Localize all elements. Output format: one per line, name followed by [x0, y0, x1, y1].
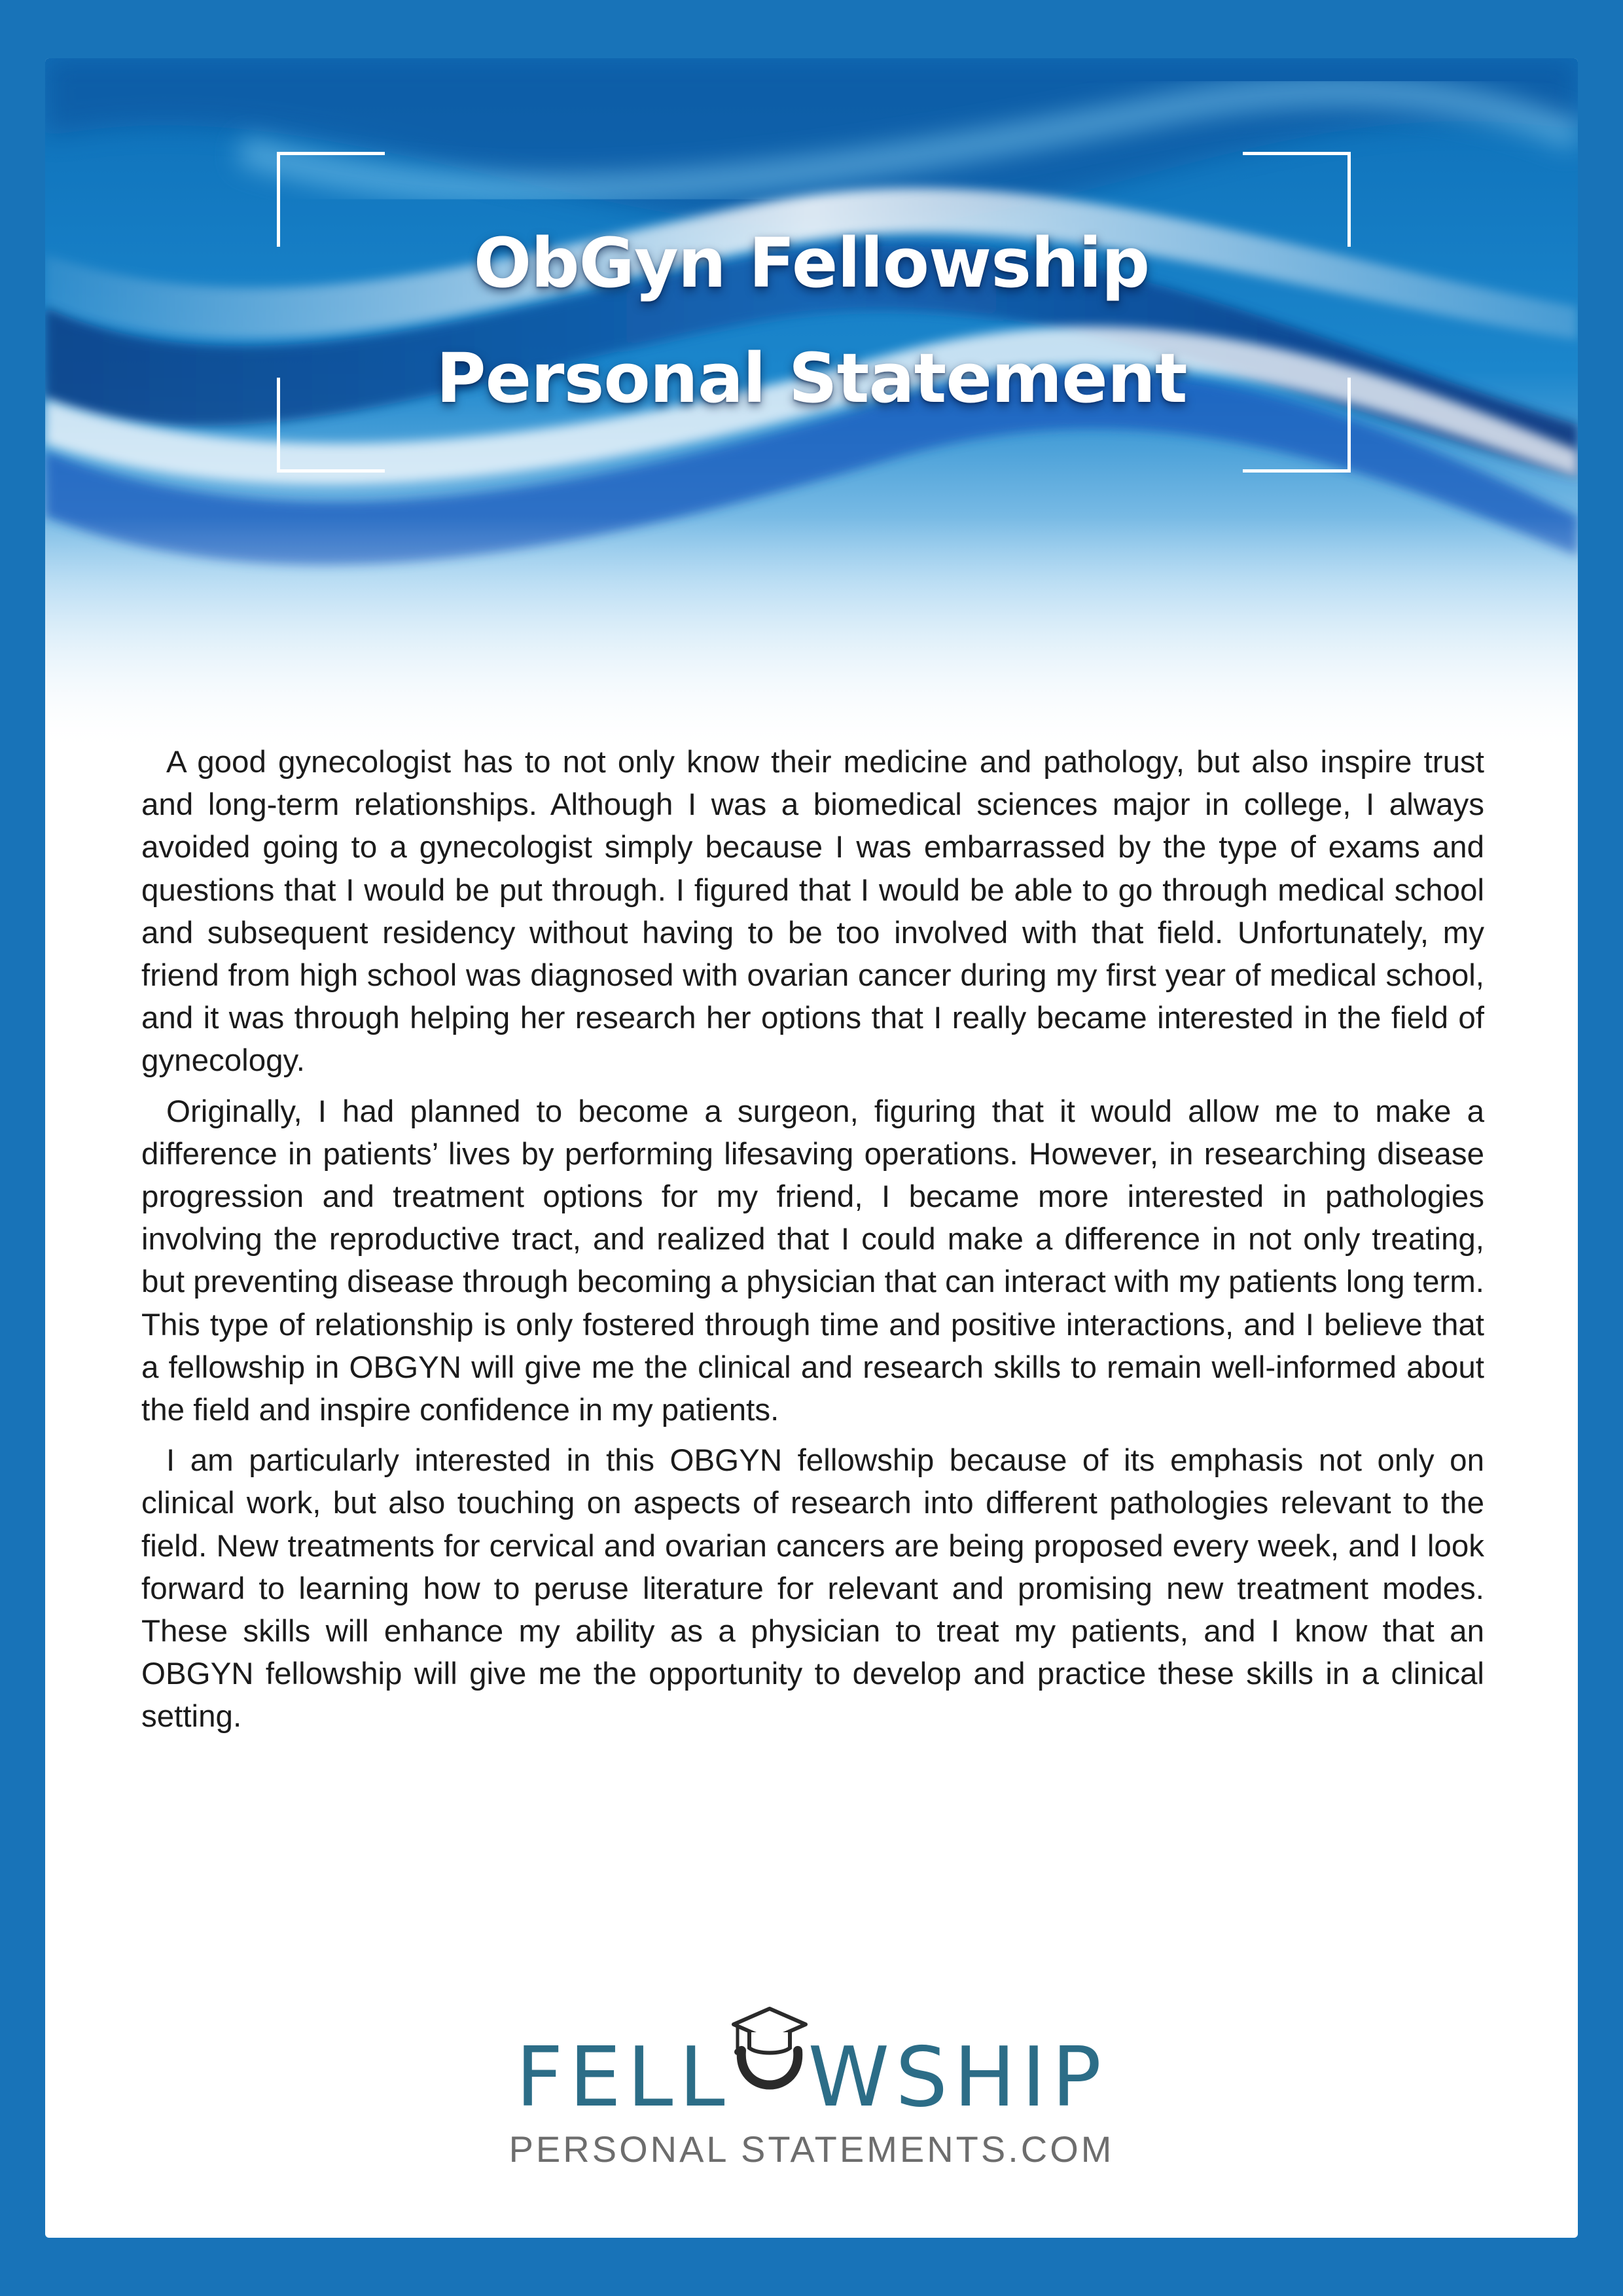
logo-subtitle: PERSONAL STATEMENTS.COM	[508, 2128, 1115, 2170]
logo-text-after: WSHIP	[808, 2029, 1107, 2125]
title-line-1: ObGyn Fellowship	[473, 223, 1150, 303]
paragraph-3: I am particularly interested in this OBGYN fellowship because of its emphasis not only on clinical work, but also touching on aspects of research into different pathologies relevant to the field. New treatments for cervical and ovarian cancers are being proposed every week, and I look forward to learning how to peruse literature for relevant and promising new treatment modes. These skills will enhance my ability as a physician to treat my patients, and I know that an OBGYN fellowship will give me the opportunity to develop and practice these skills in a clinical setting.	[141, 1443, 1484, 1734]
title-line-2: Personal Statement	[436, 338, 1187, 418]
brand-logo	[45, 2028, 1578, 2170]
document-page	[45, 58, 1578, 2238]
paragraph-1: A good gynecologist has to not only know their medicine and pathology, but also inspire trust and long-term relationships. Although I was a biomedical sciences major in college, I always avoided going to a gynecologist simply because I was embarrassed by the type of exams and questions that I would be put through. I figured that I would be able to go through medical school and subsequent residency without having to be too involved with that field. Unfortunately, my friend from high school was diagnosed with ovarian cancer during my first year of medical school, and it was through helping her research her options that I really became interested in the field of gynecology.	[141, 745, 1484, 1079]
graduation-cap-icon	[731, 2040, 808, 2106]
page-title	[45, 206, 1578, 436]
paragraph-2: Originally, I had planned to become a surgeon, figuring that it would allow me to make a difference in patients’ lives by performing lifesaving operations. However, in researching disease progression and treatment options for my friend, I became more interested in pathologies involving the reproductive tract, and realized that I could make a difference in not only treating, but preventing disease through becoming a physician that can interact with my patients long term. This type of relationship is only fostered through time and positive interactions, and I believe that a fellowship in OBGYN will give me the clinical and research skills to remain well-informed about the field and inspire confidence in my patients.	[141, 1094, 1484, 1428]
logo-text-before: FELL	[516, 2029, 731, 2125]
statement-body	[141, 741, 1484, 1746]
header-banner	[45, 58, 1578, 752]
logo-wordmark	[516, 2028, 1107, 2126]
